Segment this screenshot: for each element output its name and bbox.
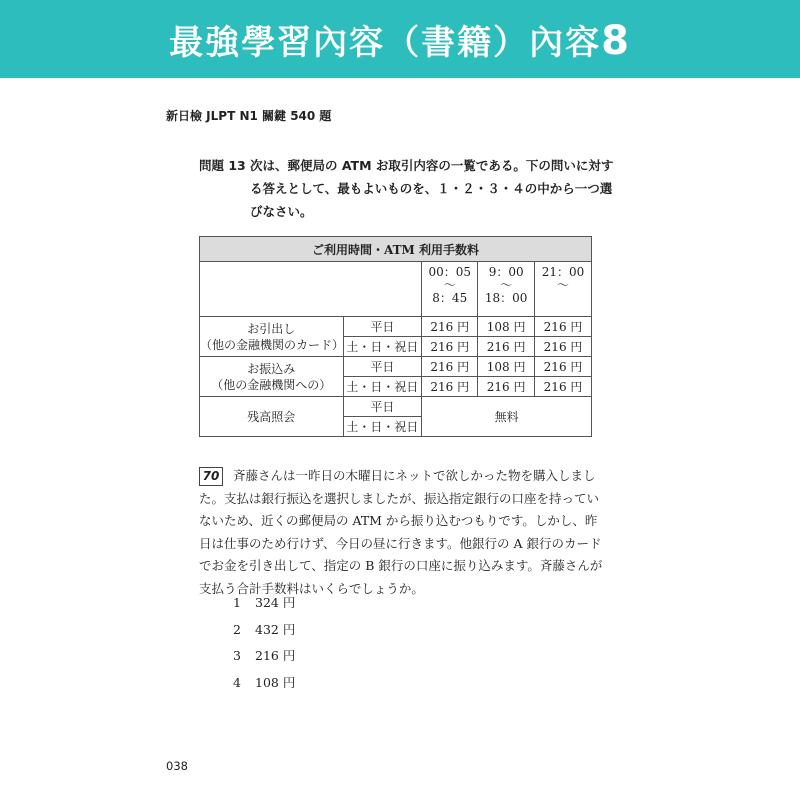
time-slot-2: 9：00 ～ 18：00 <box>478 262 535 317</box>
banner-title <box>169 15 631 64</box>
choice-2[interactable]: 2 432 円 <box>233 621 296 637</box>
question-label: 問題 13 <box>199 158 246 173</box>
day-type-label: 平日 <box>343 317 422 337</box>
day-type-label: 平日 <box>343 397 422 417</box>
fee-cell: 216 円 <box>535 357 592 377</box>
fee-cell: 216 円 <box>422 337 478 357</box>
time-slot-1: 00：05 ～ 8：45 <box>422 262 478 317</box>
empty-header-cell <box>200 262 422 317</box>
fee-cell: 108 円 <box>478 357 535 377</box>
fee-cell: 216 円 <box>422 357 478 377</box>
day-type-label: 平日 <box>343 357 422 377</box>
fee-cell: 216 円 <box>478 377 535 397</box>
fee-cell: 216 円 <box>535 317 592 337</box>
book-header: 新日檢 JLPT N1 關鍵 540 題 <box>166 109 332 123</box>
category-balance-inquiry: 残高照会 <box>200 397 344 437</box>
fee-cell: 216 円 <box>478 337 535 357</box>
fee-table <box>199 236 592 437</box>
answer-choices <box>233 594 295 700</box>
banner-title-number: 8 <box>601 17 631 64</box>
choice-3[interactable]: 3 216 円 <box>233 648 296 663</box>
page-number: 038 <box>166 759 188 773</box>
choice-4[interactable]: 4 108 円 <box>233 674 296 690</box>
fee-cell: 216 円 <box>422 377 478 397</box>
fee-cell: 108 円 <box>478 317 535 337</box>
fee-cell: 216 円 <box>535 337 592 357</box>
header-banner <box>0 0 800 78</box>
question-70-text: 斉藤さんは一昨日の木曜日にネットで欲しかった物を購入しました。支払は銀行振込を選択しましたが、振込指定銀行の口座を持っていないため、近くの郵便局の ATM から振り込むつもりです。しかし、昨日は仕事のため行けず、今日の昼に行きます。他銀行の A 銀行のカードでお金を引き出して、指定の B 銀行の口座に振り込みます。斉藤さんが支払う合計手数料はいくらでしょうか。 <box>199 468 603 596</box>
day-type-label: 土・日・祝日 <box>343 377 422 397</box>
time-slot-3: 21：00 ～ <box>535 262 592 317</box>
category-withdrawal: お引出し （他の金融機関のカード） <box>200 317 344 357</box>
fee-cell: 216 円 <box>422 317 478 337</box>
question-13 <box>199 154 619 223</box>
banner-title-text: 最強學習內容（書籍）內容 <box>169 22 602 63</box>
day-type-label: 土・日・祝日 <box>343 337 422 357</box>
question-number-box: 70 <box>199 467 223 486</box>
day-type-label: 土・日・祝日 <box>343 417 422 437</box>
question-text: 次は、郵便局の ATM お取引内容の一覧である。下の問いに対する答えとして、最もよいものを、１・２・３・４の中から一つ選びなさい。 <box>250 158 614 219</box>
fee-free-cell: 無料 <box>422 397 592 437</box>
fee-cell: 216 円 <box>535 377 592 397</box>
question-70 <box>199 465 609 600</box>
choice-1[interactable]: 1 324 円 <box>233 595 296 610</box>
category-transfer: お振込み （他の金融機関への） <box>200 357 344 397</box>
fee-table-title: ご利用時間・ATM 利用手数料 <box>200 237 592 262</box>
